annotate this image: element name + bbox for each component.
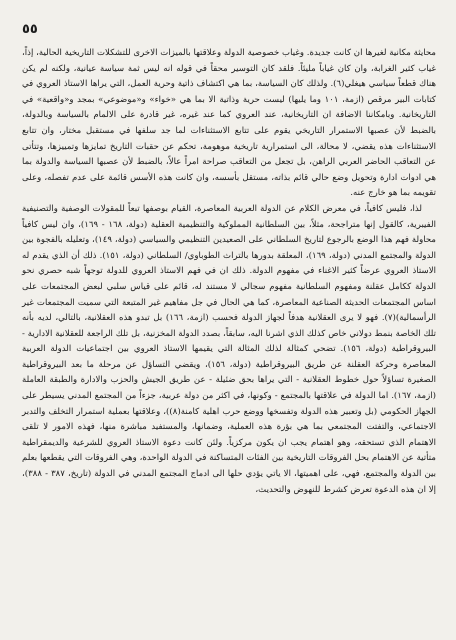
body-text <box>22 46 436 498</box>
page-number: ٥٥ <box>22 22 38 37</box>
paragraph-2: لذا، فليس كافياً، في معرض الكلام عن الدولة العربية المعاصرة، القيام بوصفها تبعاً للمقولات الوصفية والتصنيفية الفيبرية، كالقول إنها متراجحة، مثلاً، بين السلطانية المملوكية والتنظيمية العقلية (دولة، ١٦٨ - ١٦٩)، وان ليس كافياً محاولة فهم هذا الوضع بالرجوع لتاريخ السلطاني على الصعيدين التنظيمي والسياسي (دولة، ١٤٩)، وتعليله بالفجوة بين الدولة والمجتمع المدني (دولة، ١٦٩)، المعلقة بدورها بالتراث الطوباوي/ السلطاني (دولة، ١٥١). ذلك أن الذي يقدم له الاستاذ العروي عرضاً كثير الاغناء في مفهوم الدولة. ذلك ان في فهم الاستاذ العروي للدولة توجهاً شبه حصري نحو الدولة ككامل عقلنة ومفهوم السلطانية مفهوم سجالي لا مستند له، قائم على قياس سلبي لبعض المجتمعات على اساس المجتمعات الحديثة الصناعية المعاصرة، كما هي الحال في جل مفاهيم غير المتبعة التي سميت المجتمعات غير الرأسمالية)(٧). فهو لا يرى العقلانية هدفاً لجهاز الدولة فحسب (ازمة، ١٦٦) بل تبدو هذه العقلانية، بالتالي، لديه بأنه تلك الخاصة بنمط دولاني خاص كذلك الذي اشرنا اليه، سابقاً، بصدد الدولة المخزنية، بل تلك الراجعة للعقلانية الادارية - البيروقراطية (دولة، ١٥٦). تضحي كمثالة لذلك المثالة التي يقيمها الاستاذ العروي بين اجتماعيات الدولة العربية المعاصرة وحركة العقلنة عن طريق البيروقراطية (دولة، ١٥٦)، ويقضي التساؤل عن مرحلة ما بعد البيروقراطية الصغيرة تساؤلاً حول خطوط العقلانية - التي يراها بحق ضئيلة - عن طريق الجيش والحزب والادارة والطبقة العاملة (ازمة، ١٦٧). اما الدولة في علاقتها بالمجتمع - وكونها، في اكثر من دولة عربية، جزءاً من المجتمع المدني يسيطر على الجهاز الحكومي (بل وتعبير هذه الدولة وتفسخها ووضع حرب اهلية كامنة(٨))، وعلاقتها بعملية استمرار التخلف والتدبر الاجتماعي، والتفتت المجتمعي بما هي بؤرة هذه العملية، وضمانها، والمستفيد مباشرة منها، فهذه الامور لا تلقى الاهتمام الذي تستحقه، وهو اهتمام يجب ان يكون مركزياً. ولئن كانت دعوة الاستاذ العروي للشرعية والديمقراطية متأتية عن الاهتمام بحل الفروقات التاريخية بين الفئات المتساكنة في الدولة الواحدة، وهي الفروقات التي يقطعها بعلم بين الدولة والمجتمع، فهي، على اهميتها، الا ياتي يؤدي حلها الى ادماج المجتمع المدني في الدولة (تاريخ، ٣٨٧ - ٣٨٨)، إلا ان هذه الدعوة تعرض كشرط للنهوض والتحديث، <box>22 203 437 495</box>
paragraph-1: محايثة مكانية لغيرها ان كانت جديدة. وغياب خصوصية الدولة وعلاقتها بالميزات الاخرى للتشكلات التاريخية الحالية، إذاً، غياب كثير الغرابة، وان كان غياباً مليئاً. فلقد كان التوسير محقاً في قوله انه ليس ثمة سياسة عيانية، ولكنه لم يكن هناك قطعاً سياسي هيغلي(٦). ولذلك كان السياسة، بما هي اكتشاف ذاتية وحرية العمل، التي يراها الاستاذ العروي في كتابات البير مرقص (ازمة، ١٠١ وما يليها) ليست حرية وذاتية الا بما هي «خواء» و«موضوعي» بمجد و«واقعية» في التاريخانية. وبامكاننا الاضافة ان التاريخانية، عند العروي كما عند غيره، غير قادرة على الالمام بالسياسة وبالدولة، بالضبط لأن عصبها الاستمرار التاريخي يقوم على تتابع الاستثناءات لما جد سلفها في مستقبل مختار، وان تتابع الاستثناءات هذه يقضي، لا محالة، الى استمرارية تاريخية موهومة، تحكم عن حقبات التاريخ تمايزها وتمييزها، وتتأتى عن التعاقب الحاضر العربي الراهن، بل تجعل من التعاقب صراحة امراً عالاً، بالضبط لأن عصبها السياسة والدولة بما هي ادوات ادارة وتحويل وضع حالي قائم بذاته، مستقل بأسسه، وان كانت هذه الأسس قائمة على عدم تفصله، وعلى تقويمه بما هو خارج عنه. <box>22 48 436 199</box>
